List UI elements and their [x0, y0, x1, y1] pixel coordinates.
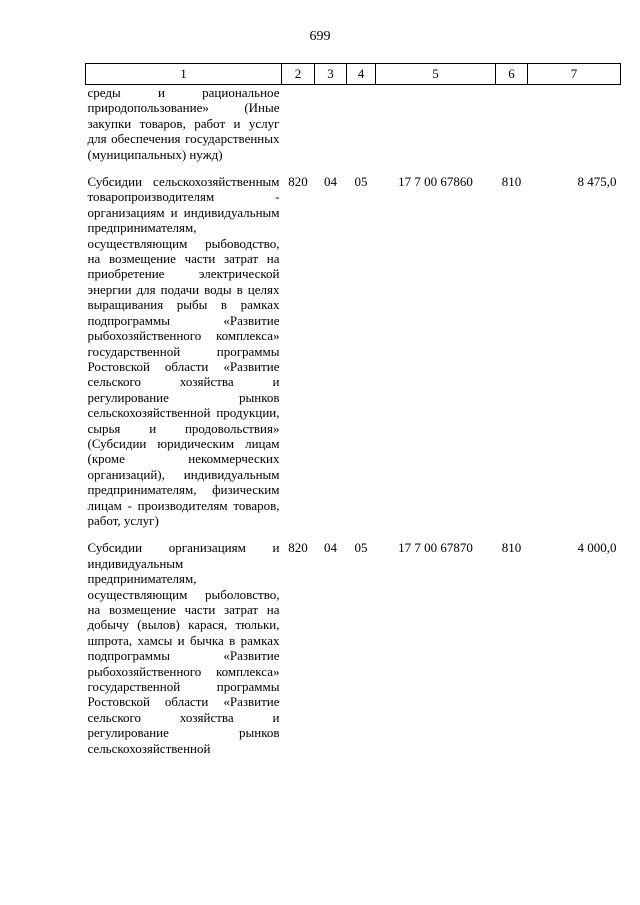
row-col-2: [282, 85, 315, 175]
header-row: [86, 64, 621, 85]
row-col-6: 810: [501, 174, 522, 190]
row-col-2: 820: [288, 540, 308, 556]
header-col-7: 7: [528, 64, 621, 85]
row-description: Субсидии сельскохозяйственным товаропроизводителям - организациям и индивидуальным предпринимателям, осуществляющим рыбоводство, на возмещение части затрат на приобретение электрической энергии для подачи воды в целях выращивания рыбы в рамках подпрограммы «Развитие рыбохозяйственного комплекса» государственной программы Ростовской области «Развитие сельского хозяйства и регулирование рынков сельскохозяйственной продукции, сырья и продовольствия» (Субсидии юридическим лицам (кроме некоммерческих организаций), индивидуальным предпринимателям, физическим лицам - производителям товаров, работ, услуг): [87, 174, 280, 528]
table-row: [86, 540, 621, 768]
table-row: [86, 174, 621, 540]
row-col-7: [528, 85, 621, 175]
header-col-1: 1: [86, 64, 282, 85]
header-col-3: 3: [315, 64, 347, 85]
row-description: Субсидии организациям и индивидуальным предпринимателям, осуществляющим рыболовство, на возмещение части затрат на добычу (вылов) карася, тюльки, шпрота, хамсы и бычка в рамках подпрограммы «Развитие рыбохозяйственного комплекса» государственной программы Ростовской области «Развитие сельского хозяйства и регулирование рынков сельскохозяйственной: [87, 540, 280, 756]
page-number: 699: [309, 29, 331, 44]
row-col-4: [347, 85, 376, 175]
row-col-3: 04: [324, 540, 337, 556]
budget-table: [85, 63, 621, 768]
row-col-5: 17 7 00 67860: [398, 174, 473, 190]
row-col-7: 8 475,0: [577, 174, 617, 190]
row-col-6: 810: [501, 540, 522, 556]
row-col-5: [376, 85, 496, 175]
row-col-6: [496, 85, 528, 175]
row-col-3: 04: [324, 174, 337, 190]
row-col-2: 820: [288, 174, 308, 190]
header-col-5: 5: [376, 64, 496, 85]
header-col-4: 4: [347, 64, 376, 85]
row-col-3: [315, 85, 347, 175]
row-description: среды и рациональное природопользование» (Иные закупки товаров, работ и услуг для обеспечения государственных (муниципальных) нужд): [87, 85, 280, 162]
header-col-2: 2: [282, 64, 315, 85]
row-col-7: 4 000,0: [577, 540, 617, 556]
table-row: [86, 85, 621, 175]
header-col-6: 6: [496, 64, 528, 85]
row-col-4: 05: [354, 540, 368, 556]
row-col-4: 05: [354, 174, 368, 190]
row-col-5: 17 7 00 67870: [398, 540, 473, 556]
